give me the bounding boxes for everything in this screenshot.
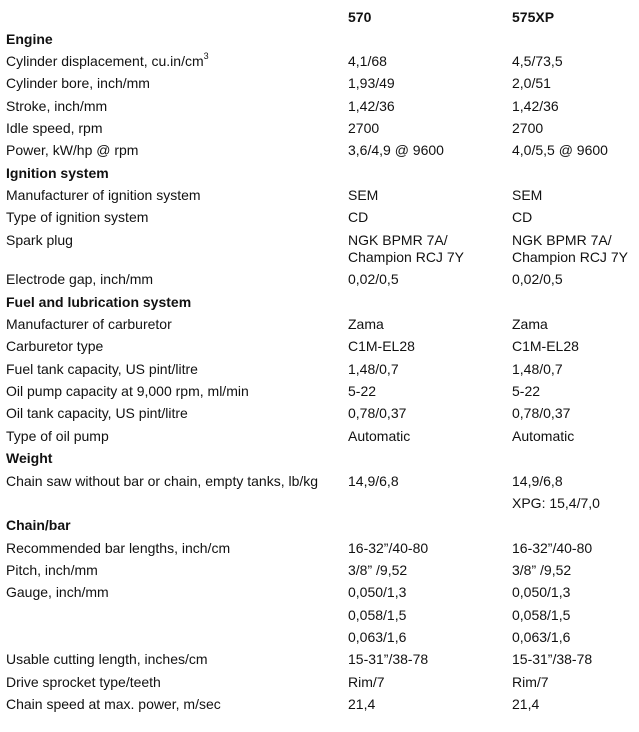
spec-label: Gauge, inch/mm <box>6 584 109 600</box>
spec-row-oil-pump-type <box>0 425 639 447</box>
spec-label: Recommended bar lengths, inch/cm <box>6 540 231 556</box>
spec-row-ignition-manufacturer <box>0 184 639 206</box>
spec-row-electrode-gap <box>0 268 639 290</box>
spec-value-575xp: 0,050/1,3 <box>512 584 571 600</box>
spec-value-570: 0,058/1,5 <box>348 607 407 623</box>
spec-row-displacement <box>0 50 639 72</box>
spec-value-570: Zama <box>348 316 384 332</box>
spec-value-575xp: 0,78/0,37 <box>512 405 571 421</box>
spec-value-575xp: 1,42/36 <box>512 98 559 114</box>
spec-label: Fuel tank capacity, US pint/litre <box>6 361 198 377</box>
spec-value-570: 16-32”/40-80 <box>348 540 429 556</box>
spec-value-575xp: 1,48/0,7 <box>512 361 563 377</box>
spec-value-575xp: Zama <box>512 316 548 332</box>
spec-value-575xp: Automatic <box>512 428 575 444</box>
spec-row-drive-sprocket <box>0 671 639 693</box>
section-heading-chain-bar <box>0 514 639 536</box>
spec-label: Stroke, inch/mm <box>6 98 108 114</box>
spec-row-ignition-type <box>0 206 639 228</box>
spec-label: Carburetor type <box>6 338 104 354</box>
spec-label: Oil pump capacity at 9,000 rpm, ml/min <box>6 383 249 399</box>
spec-row-weight-xpg <box>0 492 639 514</box>
spec-value-575xp: C1M-EL28 <box>512 338 579 354</box>
spec-label: Type of oil pump <box>6 428 109 444</box>
section-title: Ignition system <box>6 165 109 181</box>
spec-row-gauge <box>0 581 639 603</box>
column-header-570: 570 <box>348 9 372 25</box>
spec-row-fuel-tank <box>0 358 639 380</box>
spec-value-575xp: CD <box>512 209 533 225</box>
spec-value-570: 21,4 <box>348 696 376 712</box>
spec-row-oil-tank <box>0 402 639 424</box>
section-heading-engine <box>0 28 639 50</box>
section-heading-fuel <box>0 291 639 313</box>
spec-value-575xp: 16-32”/40-80 <box>512 540 593 556</box>
spec-value-570: 0,78/0,37 <box>348 405 407 421</box>
spec-label: Electrode gap, inch/mm <box>6 271 154 287</box>
spec-label: Cylinder bore, inch/mm <box>6 75 150 91</box>
spec-row-gauge-2 <box>0 604 639 626</box>
spec-value-570: Automatic <box>348 428 411 444</box>
spec-value-570: CD <box>348 209 369 225</box>
spec-row-idle-speed <box>0 117 639 139</box>
spec-value-570: Rim/7 <box>348 674 385 690</box>
section-heading-ignition <box>0 162 639 184</box>
spec-value-570: SEM <box>348 187 379 203</box>
spec-value-575xp: 5-22 <box>512 383 541 399</box>
spec-row-carb-type <box>0 335 639 357</box>
spec-value-575xp: 15-31”/38-78 <box>512 651 593 667</box>
spec-row-power <box>0 139 639 161</box>
spec-row-bar-lengths <box>0 537 639 559</box>
spec-label: Type of ignition system <box>6 209 149 225</box>
spec-value-575xp: SEM <box>512 187 543 203</box>
spec-value-570: NGK BPMR 7A/ Champion RCJ 7Y <box>348 232 464 265</box>
spec-value-570: 3/8” /9,52 <box>348 562 408 578</box>
spec-value-575xp: 2700 <box>512 120 544 136</box>
spec-row-carb-manufacturer <box>0 313 639 335</box>
spec-value-575xp: 0,058/1,5 <box>512 607 571 623</box>
spec-label <box>6 50 209 72</box>
column-header-575xp: 575XP <box>512 9 555 25</box>
spec-value-575xp: 3/8” /9,52 <box>512 562 572 578</box>
spec-value-575xp: 14,9/6,8 <box>512 473 563 489</box>
spec-label: Drive sprocket type/teeth <box>6 674 161 690</box>
spec-label: Pitch, inch/mm <box>6 562 98 578</box>
spec-row-oil-pump-capacity <box>0 380 639 402</box>
spec-value-570: 15-31”/38-78 <box>348 651 429 667</box>
spec-value-570: 4,1/68 <box>348 53 387 69</box>
spec-value-570: 3,6/4,9 @ 9600 <box>348 142 444 158</box>
spec-value-575xp: 2,0/51 <box>512 75 551 91</box>
spec-value-570: 1,93/49 <box>348 75 395 91</box>
spec-value-570: 0,050/1,3 <box>348 584 407 600</box>
spec-value-570: 0,02/0,5 <box>348 271 399 287</box>
section-title: Chain/bar <box>6 517 71 533</box>
spec-value-570: 1,48/0,7 <box>348 361 399 377</box>
spec-label: Manufacturer of ignition system <box>6 187 201 203</box>
spec-row-weight <box>0 470 639 492</box>
spec-label: Oil tank capacity, US pint/litre <box>6 405 188 421</box>
spec-value-575xp: 21,4 <box>512 696 540 712</box>
spec-value-575xp: 4,0/5,5 @ 9600 <box>512 142 608 158</box>
spec-value-570: 2700 <box>348 120 380 136</box>
header-row <box>0 6 639 28</box>
spec-value-575xp: Rim/7 <box>512 674 549 690</box>
spec-label: Chain saw without bar or chain, empty tanks, lb/kg <box>6 473 319 489</box>
spec-label: Power, kW/hp @ rpm <box>6 142 139 158</box>
spec-value-570: 1,42/36 <box>348 98 395 114</box>
spec-value-570: 0,063/1,6 <box>348 629 407 645</box>
spec-label: Manufacturer of carburetor <box>6 316 172 332</box>
section-title: Engine <box>6 31 53 47</box>
spec-label: Spark plug <box>6 232 73 248</box>
spec-row-chain-speed <box>0 693 639 715</box>
section-heading-weight <box>0 447 639 469</box>
spec-value-575xp: XPG: 15,4/7,0 <box>512 495 600 511</box>
spec-value-575xp: 0,063/1,6 <box>512 629 571 645</box>
spec-value-570: C1M-EL28 <box>348 338 415 354</box>
spec-row-stroke <box>0 95 639 117</box>
spec-row-spark-plug <box>0 229 639 268</box>
spec-value-575xp: 4,5/73,5 <box>512 53 563 69</box>
spec-row-cutting-length <box>0 648 639 670</box>
spec-label: Idle speed, rpm <box>6 120 103 136</box>
superscript: 3 <box>203 51 209 62</box>
spec-label: Chain speed at max. power, m/sec <box>6 696 221 712</box>
spec-value-575xp: 0,02/0,5 <box>512 271 563 287</box>
spec-value-570: 14,9/6,8 <box>348 473 399 489</box>
spec-row-pitch <box>0 559 639 581</box>
section-title: Weight <box>6 450 53 466</box>
section-title: Fuel and lubrication system <box>6 294 192 310</box>
spec-value-570: 5-22 <box>348 383 377 399</box>
spec-row-gauge-3 <box>0 626 639 648</box>
spec-row-bore <box>0 72 639 94</box>
spec-value-575xp: NGK BPMR 7A/ Champion RCJ 7Y <box>512 232 628 265</box>
spec-label: Usable cutting length, inches/cm <box>6 651 208 667</box>
spec-label-text: Cylinder displacement, cu.in/cm <box>6 53 204 69</box>
